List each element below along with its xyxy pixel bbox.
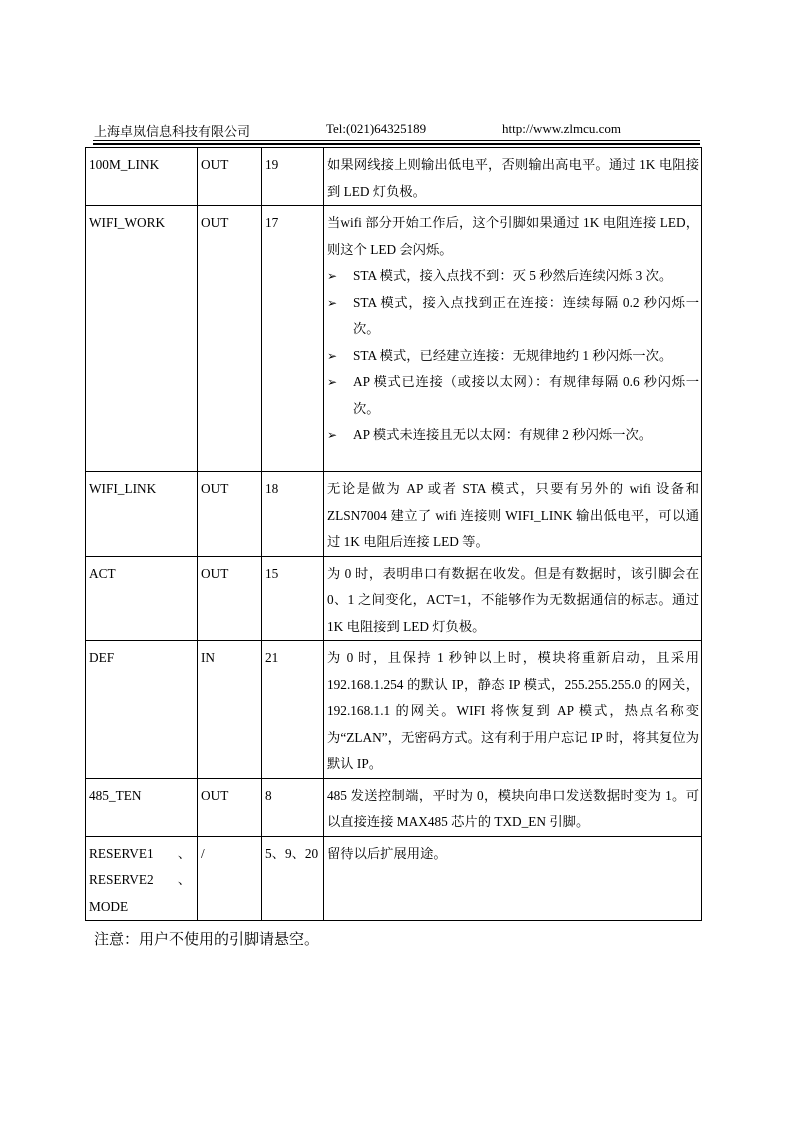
pin-direction: / — [198, 836, 262, 921]
pin-description: 为 0 时，表明串口有数据在收发。但是有数据时，该引脚会在 0、1 之间变化，ACT=1，不能够作为无数据通信的标志。通过 1K 电阻接到 LED 灯负极。 — [324, 556, 702, 641]
pin-description: 无论是做为 AP 或者 STA 模式，只要有另外的 wifi 设备和 ZLSN7004 建立了 wifi 连接则 WIFI_LINK 输出低电平，可以通过 1K 电阻后连接 LED 等。 — [324, 472, 702, 557]
pin-direction: OUT — [198, 778, 262, 836]
pin-number: 17 — [262, 206, 324, 472]
pin-direction: OUT — [198, 556, 262, 641]
pin-number: 8 — [262, 778, 324, 836]
table-row — [86, 778, 702, 836]
bullet-list — [327, 263, 699, 449]
pin-number: 21 — [262, 641, 324, 779]
pin-description: 为 0 时，且保持 1 秒钟以上时，模块将重新启动，且采用 192.168.1.254 的默认 IP，静态 IP 模式，255.255.255.0 的网关，192.168.1.1 的网关。WIFI 将恢复到 AP 模式，热点名称变为“ZLAN”，无密码方式。这有利于用户忘记 IP 时，将其复位为默认 IP。 — [324, 641, 702, 779]
list-item — [327, 290, 699, 343]
pin-direction: OUT — [198, 206, 262, 472]
header-divider — [93, 140, 700, 145]
pin-name — [86, 836, 198, 921]
arrow-bullet-icon: ➢ — [327, 428, 338, 442]
list-item — [327, 343, 699, 370]
pin-number: 5、9、20 — [262, 836, 324, 921]
pin-name-line: MODE — [89, 898, 129, 914]
bullet-text: AP 模式未连接且无以太网：有规律 2 秒闪烁一次。 — [353, 427, 653, 442]
usage-note: 注意：用户不使用的引脚请悬空。 — [94, 930, 320, 948]
pin-description: 485 发送控制端，平时为 0，模块向串口发送数据时变为 1。可以直接连接 MAX485 芯片的 TXD_EN 引脚。 — [324, 778, 702, 836]
header-url: http://www.zlmcu.com — [502, 121, 622, 136]
pin-direction: OUT — [198, 472, 262, 557]
header-company: 上海卓岚信息科技有限公司 — [94, 124, 251, 139]
arrow-bullet-icon: ➢ — [327, 269, 338, 283]
pin-name: WIFI_WORK — [86, 206, 198, 472]
pin-description: 留待以后扩展用途。 — [324, 836, 702, 921]
pin-direction: OUT — [198, 148, 262, 206]
page-header — [94, 121, 700, 141]
table-row — [86, 148, 702, 206]
bullet-text: STA 模式，接入点找不到：灭 5 秒然后连续闪烁 3 次。 — [353, 268, 673, 283]
table-row — [86, 206, 702, 472]
pin-number: 18 — [262, 472, 324, 557]
pin-table — [85, 147, 702, 921]
pin-direction: IN — [198, 641, 262, 779]
pin-description — [324, 206, 702, 472]
header-tel: Tel:(021)64325189 — [326, 121, 427, 136]
pin-name: DEF — [86, 641, 198, 779]
description-text: 当wifi 部分开始工作后，这个引脚如果通过 1K 电阻连接 LED，则这个 LED 会闪烁。 — [327, 215, 699, 257]
pin-name-line: RESERVE1 、 — [89, 845, 191, 861]
pin-description: 如果网线接上则输出低电平，否则输出高电平。通过 1K 电阻接到 LED 灯负极。 — [324, 148, 702, 206]
pin-name: WIFI_LINK — [86, 472, 198, 557]
list-item — [327, 263, 699, 290]
table-row — [86, 556, 702, 641]
pin-number: 15 — [262, 556, 324, 641]
table-row — [86, 641, 702, 779]
pin-name: 485_TEN — [86, 778, 198, 836]
pin-name: 100M_LINK — [86, 148, 198, 206]
bullet-text: STA 模式，接入点找到正在连接：连续每隔 0.2 秒闪烁一次。 — [353, 294, 699, 336]
bullet-text: AP 模式已连接（或接以太网）：有规律每隔 0.6 秒闪烁一次。 — [353, 374, 699, 416]
table-row — [86, 472, 702, 557]
pin-name: ACT — [86, 556, 198, 641]
bullet-text: STA 模式，已经建立连接：无规律地约 1 秒闪烁一次。 — [353, 347, 673, 363]
arrow-bullet-icon: ➢ — [327, 348, 338, 363]
table-row — [86, 836, 702, 921]
arrow-bullet-icon: ➢ — [327, 295, 338, 310]
arrow-bullet-icon: ➢ — [327, 375, 338, 389]
list-item — [327, 369, 699, 422]
list-item — [327, 422, 699, 449]
pin-number: 19 — [262, 148, 324, 206]
pin-name-line: RESERVE2 、 — [89, 872, 191, 887]
